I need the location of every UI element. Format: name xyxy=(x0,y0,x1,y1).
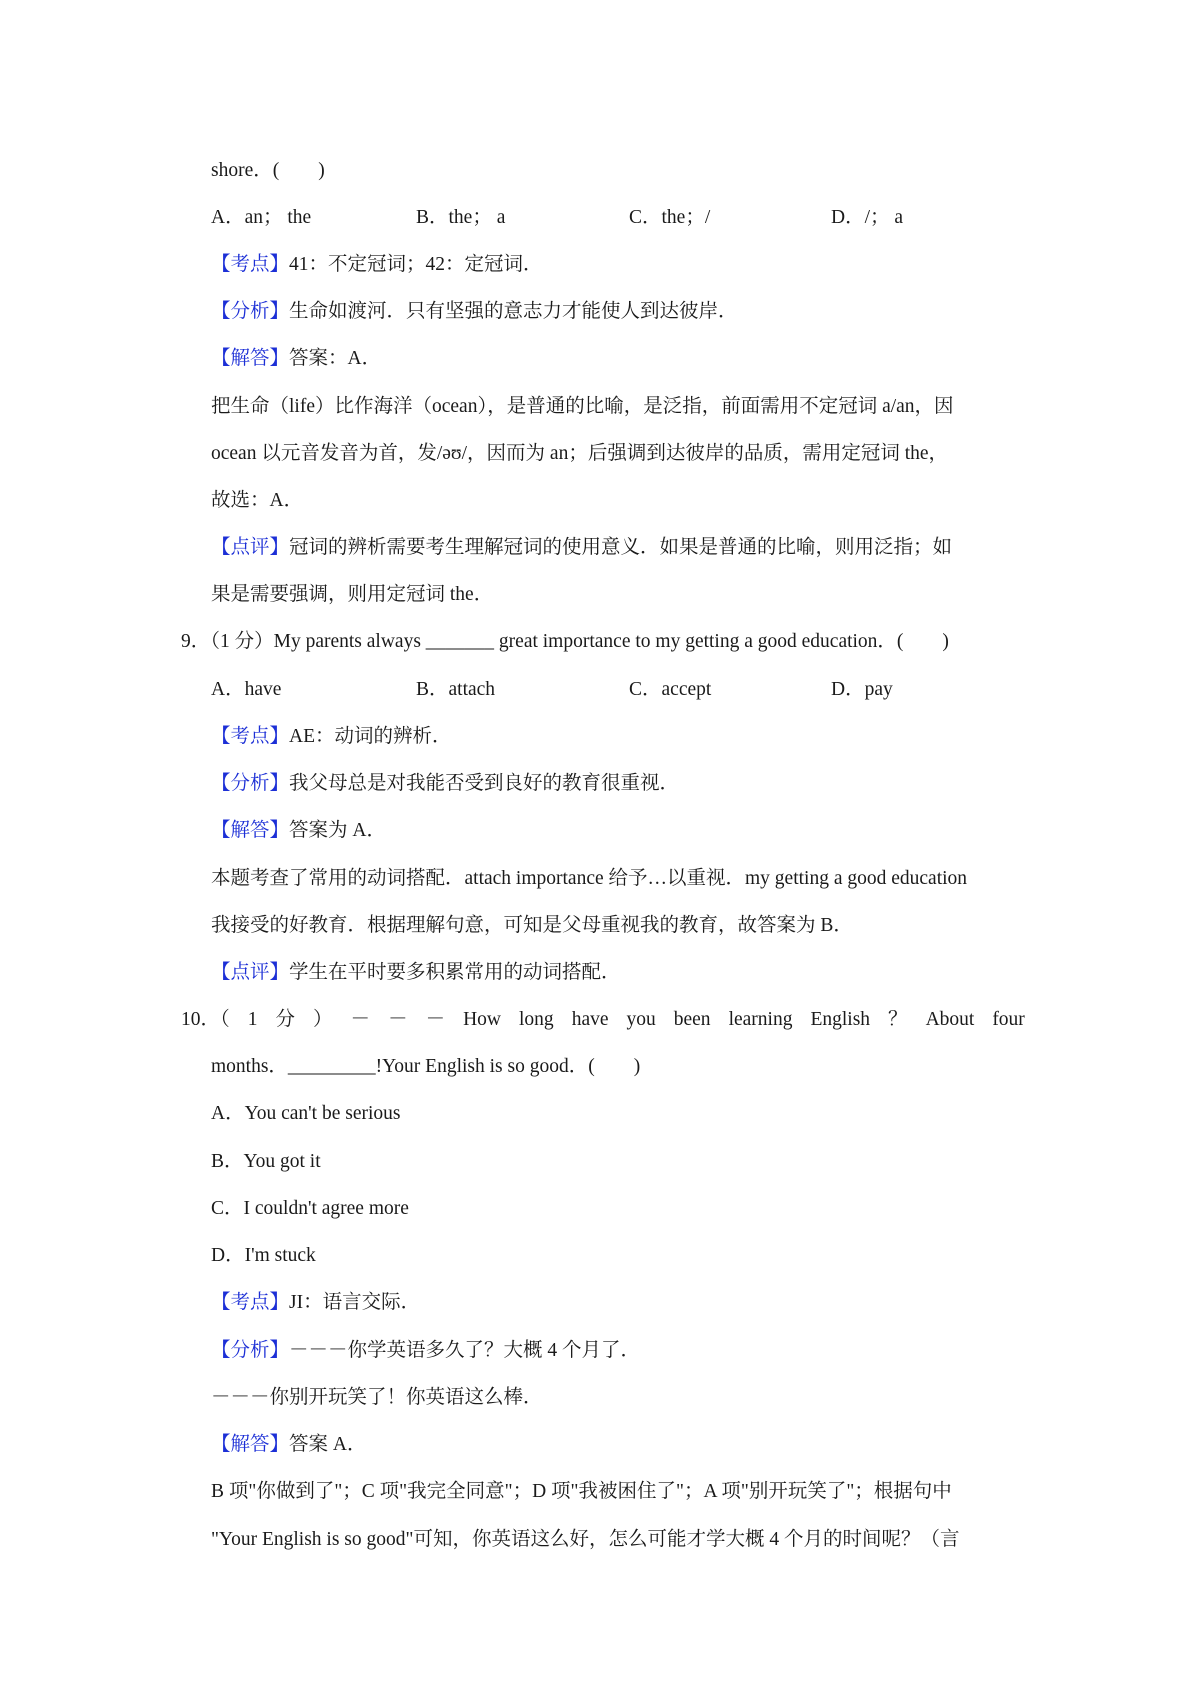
q10-stem-word: learning xyxy=(728,1009,793,1030)
q10-jieda xyxy=(211,1431,366,1459)
q10-stem-word: four xyxy=(992,1009,1025,1030)
q8-options xyxy=(211,204,1031,232)
dianping-tag: 【点评】 xyxy=(211,537,290,558)
q9-fenxi-text: 我父母总是对我能否受到良好的教育很重视． xyxy=(289,773,680,794)
q10-stem-word: long xyxy=(519,1009,554,1030)
q8-stem-tail: shore．( ) xyxy=(211,160,325,181)
fenxi-tag: 【分析】 xyxy=(211,773,290,794)
q8-fenxi-text: 生命如渡河．只有坚强的意志力才能使人到达彼岸． xyxy=(289,301,738,322)
q8-option-b: B．the； a xyxy=(416,207,506,228)
fenxi-tag: 【分析】 xyxy=(211,301,290,322)
q10-stem-word: you xyxy=(626,1009,656,1030)
q10-stem-word: 10．（ xyxy=(181,1009,230,1030)
q10-kaodian-text: JI：语言交际． xyxy=(289,1292,421,1313)
q10-stem-line-1 xyxy=(181,1006,1025,1034)
kaodian-tag: 【考点】 xyxy=(211,726,290,747)
q8-option-a: A．an； the xyxy=(211,207,312,228)
q9-option-a: A．have xyxy=(211,679,282,700)
q10-fenxi-cont: －－－你别开玩笑了！你英语这么棒． xyxy=(211,1387,543,1408)
q8-dianping-text: 冠词的辨析需要考生理解冠词的使用意义．如果是普通的比喻，则用泛指；如 xyxy=(289,537,953,558)
q9-option-c: C．accept xyxy=(629,679,712,700)
q8-option-c: C．the；/ xyxy=(629,207,711,228)
q9-explanation-line-2: 我接受的好教育．根据理解句意，可知是父母重视我的教育，故答案为 B． xyxy=(211,915,853,936)
q10-stem-word: 分 xyxy=(275,1009,296,1030)
q10-stem-word: been xyxy=(673,1009,711,1030)
jieda-tag: 【解答】 xyxy=(211,1434,290,1455)
q9-options xyxy=(211,676,1031,704)
dianping-tag: 【点评】 xyxy=(211,962,290,983)
q10-jieda-text: 答案 A． xyxy=(289,1434,367,1455)
q10-stem-word: 1 xyxy=(247,1009,258,1030)
q10-stem-word: How xyxy=(463,1009,502,1030)
q10-option-d: D．I'm stuck xyxy=(211,1245,316,1266)
q10-stem-word: ） xyxy=(313,1009,333,1030)
q8-jieda-text: 答案：A． xyxy=(289,348,382,369)
q9-kaodian xyxy=(211,723,452,751)
q10-stem-line-2: months．_________!Your English is so good．( ) xyxy=(211,1056,641,1077)
q10-stem-word: About xyxy=(925,1009,975,1030)
q9-dianping-text: 学生在平时要多积累常用的动词搭配． xyxy=(289,962,621,983)
q10-stem-word: － xyxy=(350,1009,371,1030)
q10-fenxi-text: －－－你学英语多久了？大概 4 个月了． xyxy=(289,1340,641,1361)
q10-option-c: C．I couldn't agree more xyxy=(211,1198,409,1219)
q9-explanation-line-1: 本题考查了常用的动词搭配．attach importance 给予…以重视．my getting a good education xyxy=(211,868,968,889)
q10-stem-word: ？ xyxy=(888,1009,908,1030)
q10-kaodian xyxy=(211,1289,420,1317)
kaodian-tag: 【考点】 xyxy=(211,1292,290,1313)
q8-explanation-line-2: ocean 以元音发音为首，发/əʊ/，因而为 an；后强调到达彼岸的品质，需用定冠词 the， xyxy=(211,443,949,464)
q10-stem-word: － xyxy=(425,1009,446,1030)
jieda-tag: 【解答】 xyxy=(211,820,290,841)
kaodian-tag: 【考点】 xyxy=(211,254,290,275)
q9-dianping xyxy=(211,959,621,987)
q9-kaodian-text: AE：动词的辨析． xyxy=(289,726,452,747)
q8-kaodian-text: 41：不定冠词；42：定冠词． xyxy=(289,254,543,275)
q8-option-d: D．/； a xyxy=(831,207,904,228)
q9-option-d: D．pay xyxy=(831,679,893,700)
q8-kaodian xyxy=(211,251,543,279)
q9-fenxi xyxy=(211,770,679,798)
q10-stem-word: have xyxy=(571,1009,609,1030)
q10-explanation-line-1: B 项"你做到了"；C 项"我完全同意"；D 项"我被困住了"；A 项"别开玩笑了"；根据句中 xyxy=(211,1481,952,1502)
q9-jieda-text: 答案为 A． xyxy=(289,820,386,841)
q8-jieda xyxy=(211,345,381,373)
jieda-tag: 【解答】 xyxy=(211,348,290,369)
q8-fenxi xyxy=(211,298,738,326)
q9-stem: 9．（1 分）My parents always _______ great importance to my getting a good education．( ) xyxy=(181,631,949,652)
q10-stem-word: － xyxy=(388,1009,408,1030)
q10-fenxi xyxy=(211,1337,640,1365)
q8-explanation-line-3: 故选：A． xyxy=(211,490,304,511)
q8-dianping-cont: 果是需要强调，则用定冠词 the． xyxy=(211,584,494,605)
q9-jieda xyxy=(211,817,386,845)
q10-explanation-line-2: "Your English is so good"可知，你英语这么好，怎么可能才学大概 4 个月的时间呢？（言 xyxy=(211,1529,960,1550)
q10-option-b: B．You got it xyxy=(211,1151,321,1172)
fenxi-tag: 【分析】 xyxy=(211,1340,290,1361)
q10-option-a: A．You can't be serious xyxy=(211,1103,401,1124)
q8-dianping xyxy=(211,534,952,562)
q8-explanation-line-1: 把生命（life）比作海洋（ocean），是普通的比喻，是泛指，前面需用不定冠词 a/an，因 xyxy=(211,396,954,417)
q9-option-b: B．attach xyxy=(416,679,496,700)
q10-stem-word: English xyxy=(810,1009,871,1030)
